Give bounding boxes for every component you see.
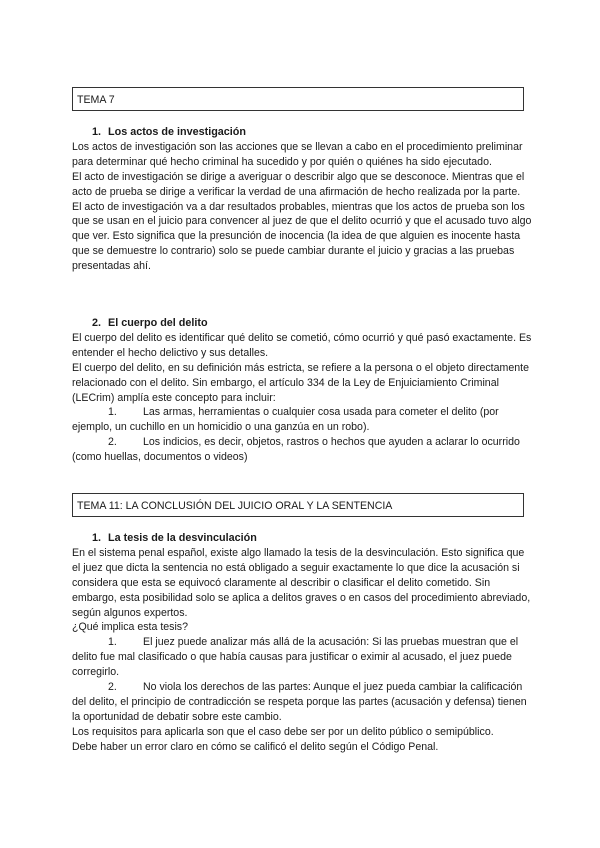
paragraph: El cuerpo del delito es identificar qué delito se cometió, cómo ocurrió y qué pasó exactamente. Es entender el hecho delictivo y sus detalles. [72,331,532,359]
tema-7-title: TEMA 7 [77,94,115,106]
paragraph: En el sistema penal español, existe algo llamado la tesis de la desvinculación. Esto significa que el juez que dicta la sentencia no está obligado a seguir exactamente lo que dice la acusación si considera que esta se equivocó claramente al describir o clasificar el delito cometido. Sin embargo, esta posibilidad solo se aplica a delitos graves o en casos del procedimiento abreviado, según algunos expertos. [72,546,531,619]
section-cuerpo-delito [72,316,532,465]
tema-11-title-box [72,493,524,517]
section-heading: 2. El cuerpo del delito [92,317,208,329]
paragraph: Los actos de investigación son las acciones que se llevan a cabo en el procedimiento preliminar para determinar qué hecho criminal ha sucedido y por quién o quiénes ha sido ejecutado. [72,140,523,168]
paragraph: ¿Qué implica esta tesis? [72,621,188,634]
paragraph: El cuerpo del delito, en su definición más estricta, se refiere a la persona o el objeto directamente relacionado con el delito. Sin embargo, el artículo 334 de la Ley de Enjuiciamiento Criminal (LECrim) amplía este concepto para incluir: [72,361,529,404]
paragraph: Los requisitos para aplicarla son que el caso debe ser por un delito público o semipúblico. [72,725,494,738]
section-tesis-desvinculacion [72,531,532,755]
paragraph: Debe haber un error claro en cómo se calificó el delito según el Código Penal. [72,740,439,753]
paragraph: El acto de investigación se dirige a averiguar o describir algo que se desconoce. Mientras que el acto de prueba se dirige a verificar la verdad de una afirmación de hecho realizada por la parte. [72,170,525,198]
list-item: 2. Los indicios, es decir, objetos, rastros o hechos que ayuden a aclarar lo ocurrido (como huellas, documentos o videos) [72,436,520,464]
list-item: 1. El juez puede analizar más allá de la acusación: Si las pruebas muestran que el delito fue mal clasificado o que había causas para justificar o eximir al acusado, el juez puede corregirlo. [72,636,519,679]
section-actos-investigacion [72,125,532,274]
tema-7-title-box [72,87,524,111]
paragraph: El acto de investigación va a dar resultados probables, mientras que los actos de prueba son los que se usan en el juicio para convencer al juez de que el delito ocurrió y que el acusado tuvo algo que ver. Esto significa que la presunción de inocencia (la idea de que alguien es inocente hasta que se demuestre lo contrario) solo se puede cambiar durante el juicio y gracias a las pruebas presentadas ahí. [72,200,532,273]
section-heading: 1. Los actos de investigación [92,126,246,138]
list-item: 1. Las armas, herramientas o cualquier cosa usada para cometer el delito (por ejemplo, un cuchillo en un homicidio o una ganzúa en un robo). [72,406,499,434]
section-heading: 1. La tesis de la desvinculación [92,532,257,544]
tema-11-title: TEMA 11: LA CONCLUSIÓN DEL JUICIO ORAL Y LA SENTENCIA [77,500,393,512]
list-item: 2. No viola los derechos de las partes: Aunque el juez pueda cambiar la calificación del delito, el principio de contradicción se respeta porque las partes (acusación y defensa) tienen la oportunidad de debatir sobre este cambio. [72,681,527,723]
